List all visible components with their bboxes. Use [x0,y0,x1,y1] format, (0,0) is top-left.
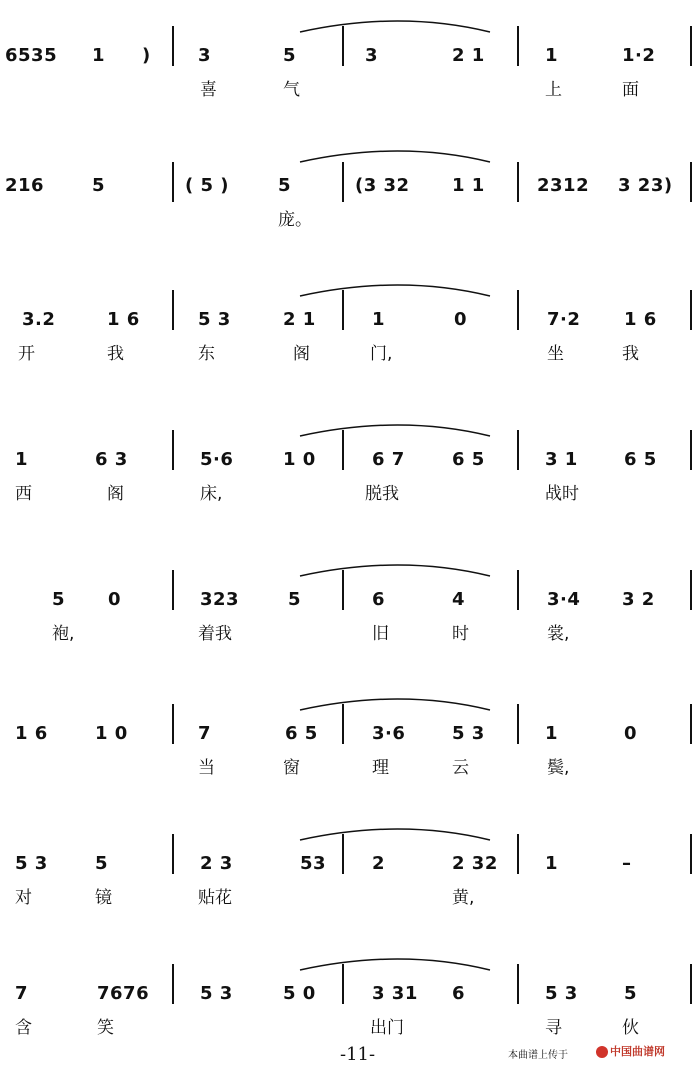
lyric-syllable: 笑 [97,1018,114,1038]
logo-text: 中国曲谱网 [610,1045,665,1058]
lyric-syllable: 窗 [283,758,300,778]
slur-marks [0,554,700,584]
slur [300,565,490,576]
slur [300,21,490,32]
lyric-syllable: 黄, [452,888,475,908]
note-group: 5 [95,853,109,874]
note-group: 3 [198,45,212,66]
note-group: 216 [5,175,45,196]
note-group: 5 [92,175,106,196]
note-group: – [622,853,632,874]
lyric-syllable: 气 [283,80,300,100]
lyric-syllable: 东 [198,344,215,364]
page-number: -11- [340,1044,376,1065]
note-group: 1 [545,723,559,744]
lyric-syllable: 坐 [547,344,564,364]
score-system [0,846,700,926]
note-group: 7 [198,723,212,744]
note-group: ( 5 ) [185,175,230,196]
upload-credit: 本曲谱上传于 [508,1050,568,1061]
lyric-syllable: 西 [15,484,32,504]
note-group: 3.2 [22,309,56,330]
site-logo [596,1043,665,1059]
note-group: 1 [92,45,106,66]
lyric-syllable: 脱我 [365,484,399,504]
slur-marks [0,274,700,304]
slur [300,151,490,162]
note-group: 6535 [5,45,58,66]
note-group: 6 3 [95,449,128,470]
note-group: 0 [454,309,468,330]
note-group: 5 [288,589,302,610]
slur-marks [0,140,700,170]
lyric-syllable: 寻 [545,1018,562,1038]
slur [300,285,490,296]
logo-icon [596,1046,608,1058]
lyric-syllable: 出门 [370,1018,404,1038]
note-group: 7 [15,983,29,1004]
note-group: 5 0 [283,983,316,1004]
lyric-syllable: 战时 [545,484,579,504]
slur-marks [0,414,700,444]
note-group: 2 3 [200,853,233,874]
lyric-syllable: 面 [622,80,639,100]
note-group: 5 3 [200,983,233,1004]
lyric-syllable: 云 [452,758,469,778]
note-group: 1 6 [624,309,657,330]
note-group: 1 0 [283,449,316,470]
note-group: 2 1 [283,309,316,330]
lyric-syllable: 喜 [200,80,217,100]
note-group: 323 [200,589,240,610]
note-group: 3 23) [618,175,673,196]
lyric-syllable: 镜 [95,888,112,908]
lyric-syllable: 鬓, [547,758,570,778]
slur-marks [0,10,700,40]
note-group: 6 [372,589,386,610]
note-group: 1 6 [15,723,48,744]
note-group: 6 5 [285,723,318,744]
slur [300,959,490,970]
note-group: 3 2 [622,589,655,610]
slur-marks [0,688,700,718]
lyric-syllable: 理 [372,758,389,778]
note-group: 5 3 [198,309,231,330]
score-system [0,582,700,662]
note-group: 1 [545,853,559,874]
note-group: 3·4 [547,589,581,610]
note-group: 5 [283,45,297,66]
note-group: 6 5 [452,449,485,470]
lyric-syllable: 阁 [107,484,124,504]
lyric-syllable: 当 [198,758,215,778]
note-group: 6 5 [624,449,657,470]
note-group: 53 [300,853,327,874]
score-system [0,716,700,796]
note-group: 2 [372,853,386,874]
lyric-syllable: 时 [452,624,469,644]
score-system [0,168,700,248]
slur-marks [0,818,700,848]
lyric-syllable: 庞。 [278,210,312,230]
score-system [0,38,700,118]
note-group: 4 [452,589,466,610]
note-group: 2 1 [452,45,485,66]
slur-marks [0,948,700,978]
lyric-syllable: 袍, [52,624,75,644]
note-group: 5 [52,589,66,610]
lyric-syllable: 我 [107,344,124,364]
lyric-syllable: 伙 [622,1018,639,1038]
note-group: 3 [365,45,379,66]
slur [300,829,490,840]
note-group: 1 1 [452,175,485,196]
note-group: 1·2 [622,45,656,66]
note-group: 1 [15,449,29,470]
note-group: 5 3 [545,983,578,1004]
slur [300,699,490,710]
note-group: 3·6 [372,723,406,744]
lyric-syllable: 上 [545,80,562,100]
lyric-syllable: 含 [15,1018,32,1038]
note-group: 5 3 [15,853,48,874]
lyric-syllable: 门, [370,344,393,364]
note-group: 5·6 [200,449,234,470]
score-system [0,302,700,382]
note-group: ) [142,45,151,66]
note-group: 7·2 [547,309,581,330]
note-group: 5 3 [452,723,485,744]
note-group: 1 6 [107,309,140,330]
note-group: 2312 [537,175,590,196]
lyric-syllable: 对 [15,888,32,908]
slur [300,425,490,436]
note-group: 1 [372,309,386,330]
score-system [0,442,700,522]
lyric-syllable: 贴花 [198,888,232,908]
note-group: 6 7 [372,449,405,470]
note-group: 7676 [97,983,150,1004]
note-group: 3 31 [372,983,418,1004]
lyric-syllable: 裳, [547,624,570,644]
note-group: 0 [624,723,638,744]
note-group: 1 [545,45,559,66]
note-group: 0 [108,589,122,610]
note-group: 3 1 [545,449,578,470]
lyric-syllable: 床, [200,484,223,504]
lyric-syllable: 我 [622,344,639,364]
lyric-syllable: 阁 [293,344,310,364]
note-group: 1 0 [95,723,128,744]
lyric-syllable: 开 [18,344,35,364]
note-group: 5 [624,983,638,1004]
lyric-syllable: 旧 [372,624,389,644]
note-group: 5 [278,175,292,196]
note-group: 2 32 [452,853,498,874]
lyric-syllable: 着我 [198,624,232,644]
note-group: 6 [452,983,466,1004]
note-group: (3 32 [355,175,410,196]
